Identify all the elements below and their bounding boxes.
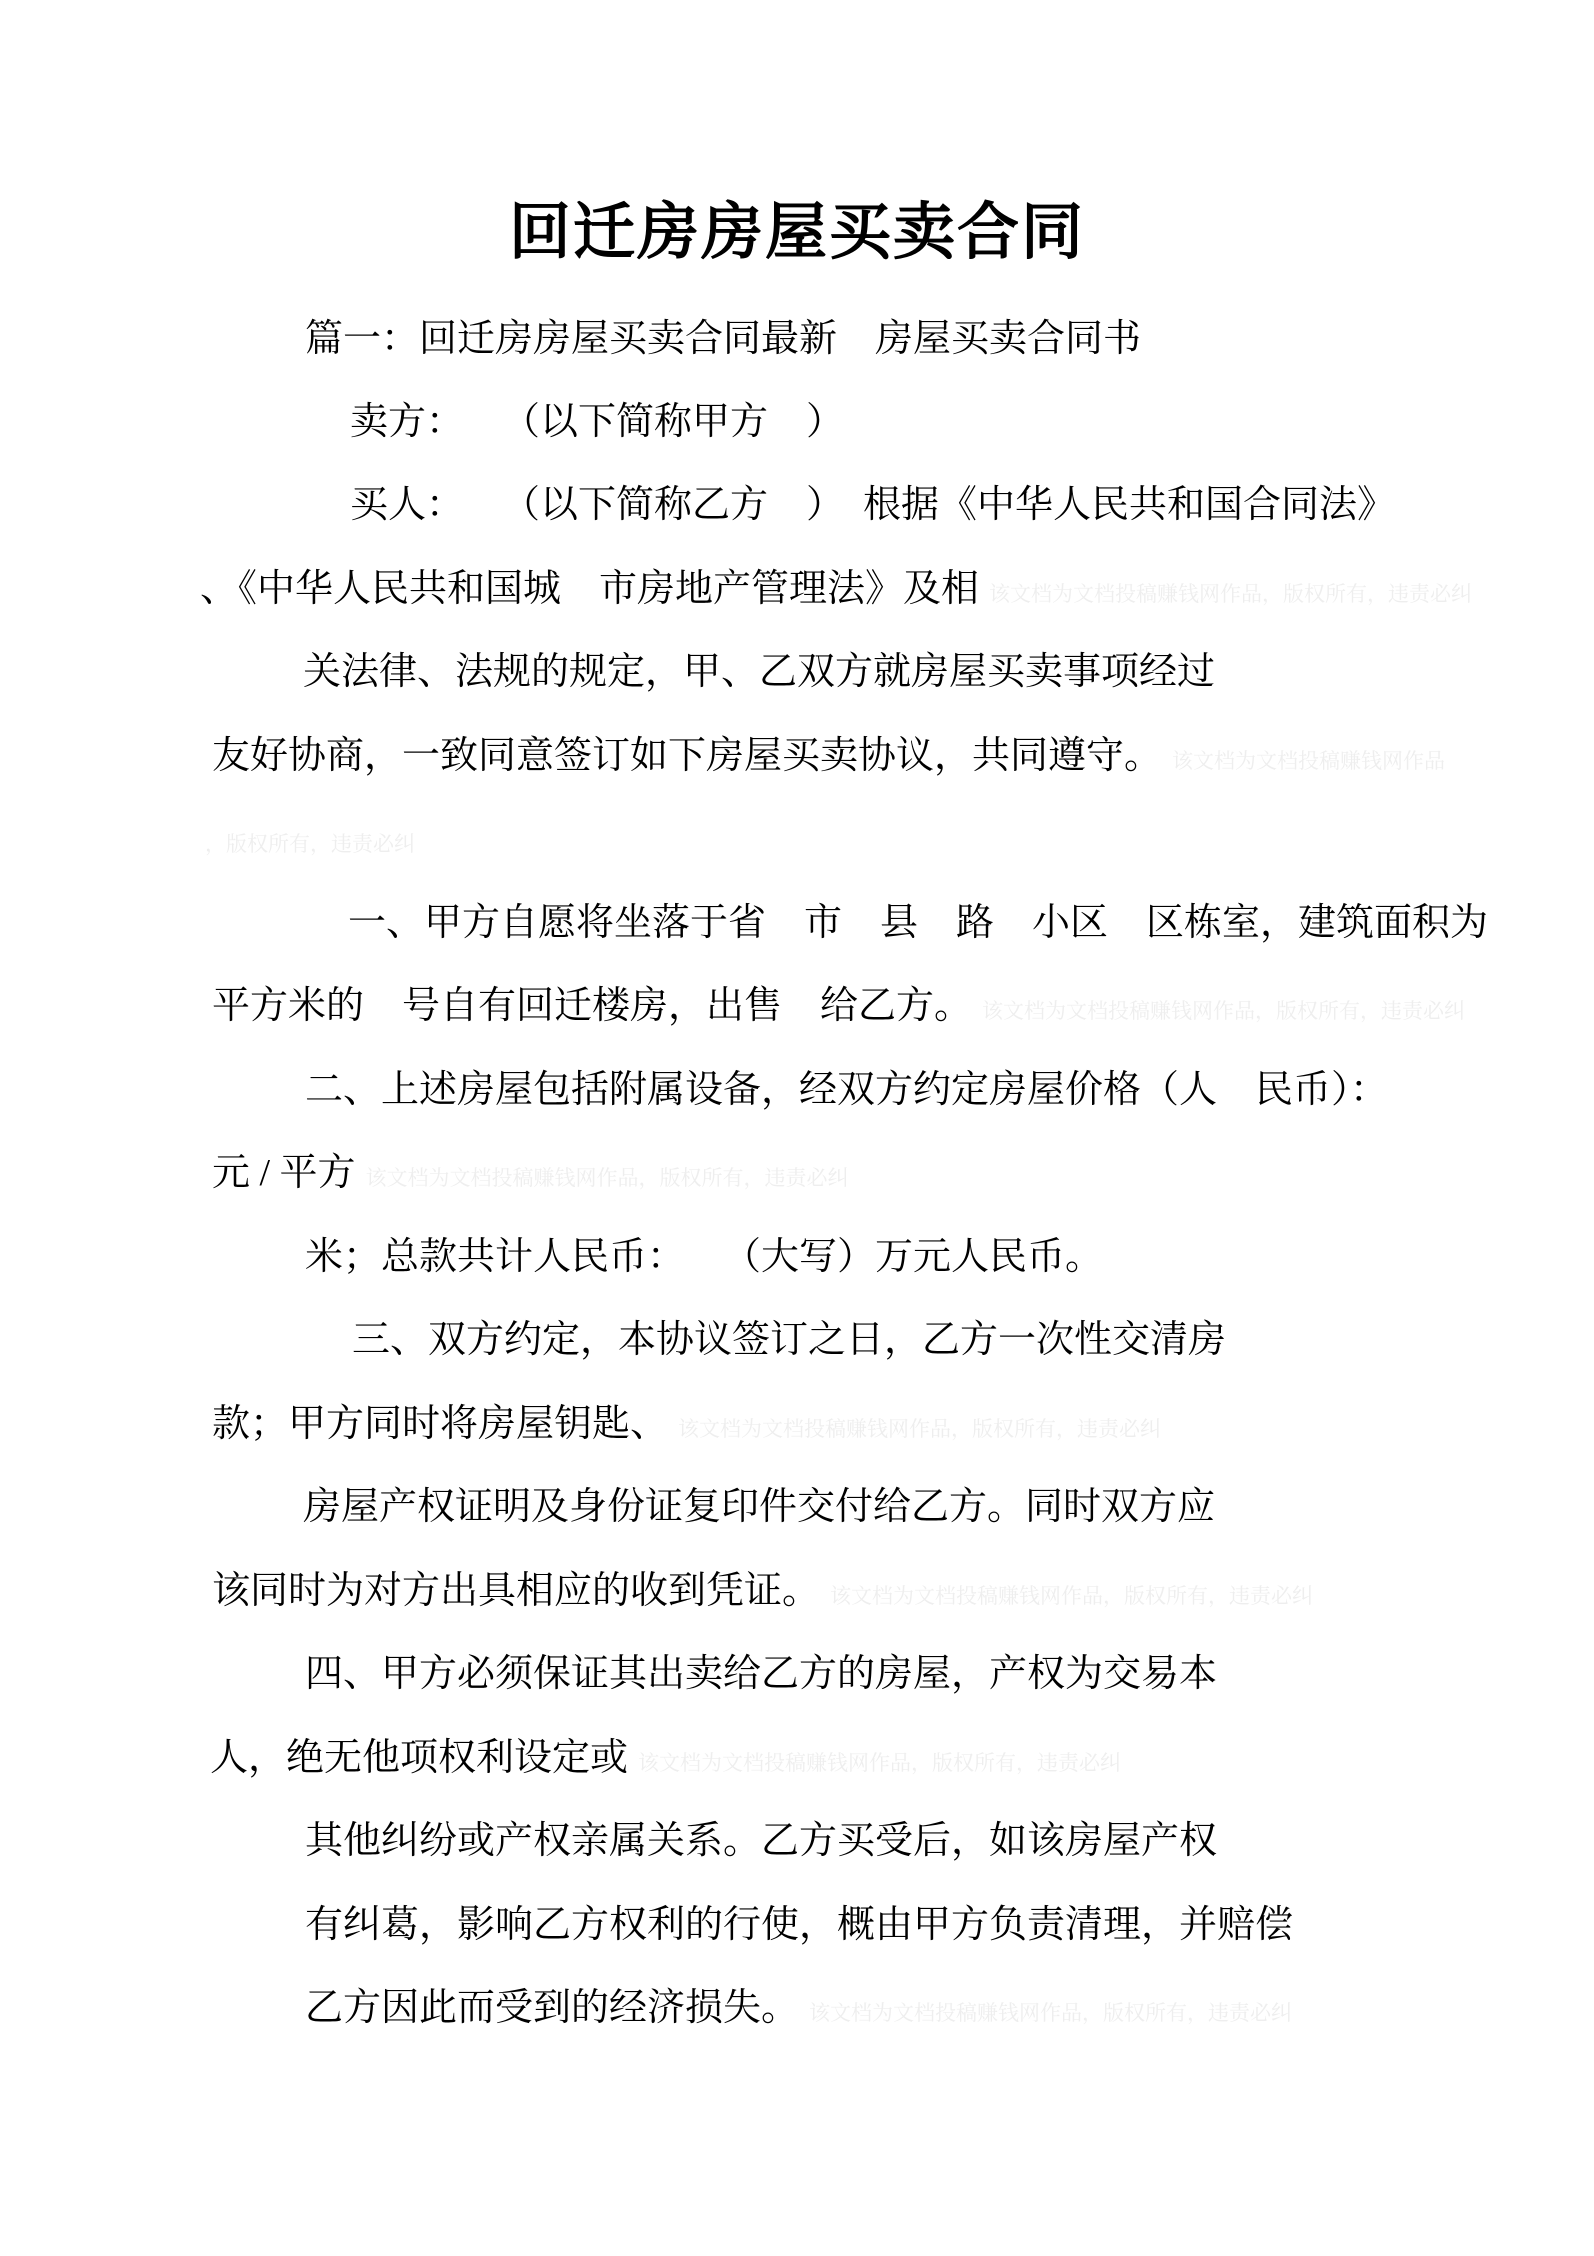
text-line <box>212 984 1465 1033</box>
text-line <box>210 1736 1121 1785</box>
line-text: 其他纠纷或产权亲属关系。乙方买受后，如该房屋产权 <box>305 1820 1218 1862</box>
text-line <box>212 1402 1161 1451</box>
document-title: 回迁房房屋买卖合同 <box>508 198 1085 267</box>
line-text: 有纠葛，影响乙方权利的行使，概由甲方负责清理，并赔偿 <box>305 1904 1294 1946</box>
watermark-text: 该文档为文档投稿赚钱网作品，版权所有，违责必纠 <box>809 2001 1293 2025</box>
line-text: 篇一：回迁房房屋买卖合同最新 房屋买卖合同书 <box>305 318 1142 360</box>
line-text: 乙方因此而受到的经济损失。 <box>305 1987 800 2029</box>
line-text: 米；总款共计人民币： （大写）万元人民币。 <box>305 1236 1104 1278</box>
watermark-text: 该文档为文档投稿赚钱网作品，版权所有，违责必纠 <box>638 1751 1122 1775</box>
text-line <box>350 483 1395 527</box>
text-line <box>350 400 844 444</box>
text-line <box>212 1151 849 1200</box>
text-line <box>348 901 1488 945</box>
line-text: 买人： （以下简称乙方 ） 根据《中华人民共和国合同法》 <box>350 484 1396 526</box>
line-text: 卖方： （以下简称甲方 ） <box>350 401 845 443</box>
text-line <box>305 1068 1388 1112</box>
line-text: 元 / 平方 <box>212 1152 356 1194</box>
watermark-text: 该文档为文档投稿赚钱网作品，版权所有，违责必纠 <box>365 1166 849 1190</box>
text-line <box>212 1569 1313 1618</box>
line-text: 平方米的 号自有回迁楼房，出售 给乙方。 <box>212 985 973 1027</box>
line-text: 二、上述房屋包括附属设备，经双方约定房屋价格（人 民币）： <box>305 1069 1389 1111</box>
line-text: 房屋产权证明及身份证复印件交付给乙方。同时双方应 <box>303 1486 1216 1528</box>
line-text: 三、双方约定，本协议签订之日，乙方一次性交清房 <box>352 1319 1227 1361</box>
line-text: 友好协商，一致同意签订如下房屋买卖协议，共同遵守。 <box>212 735 1163 777</box>
watermark-text: 该文档为文档投稿赚钱网作品，版权所有，违责必纠 <box>830 1584 1314 1608</box>
line-text: 一、甲方自愿将坐落于省 市 县 路 小区 区栋室，建筑面积为 <box>348 902 1489 944</box>
watermark-text: 该文档为文档投稿赚钱网作品 <box>1172 749 1446 773</box>
line-text: 款；甲方同时将房屋钥匙、 <box>212 1403 669 1445</box>
text-line <box>305 1986 1292 2035</box>
watermark-text: 该文档为文档投稿赚钱网作品，版权所有，违责必纠 <box>989 582 1473 606</box>
text-line <box>200 567 1472 616</box>
text-line <box>305 1235 1103 1279</box>
line-text: 、《中华人民共和国城 市房地产管理法》及相 <box>200 568 980 610</box>
text-line <box>305 1903 1293 1947</box>
text-line <box>205 817 415 866</box>
text-line <box>303 650 1215 694</box>
line-text: 人，绝无他项权利设定或 <box>210 1737 629 1779</box>
text-line <box>305 1819 1217 1863</box>
watermark-text: ，版权所有，违责必纠 <box>205 832 415 856</box>
watermark-text: 该文档为文档投稿赚钱网作品，版权所有，违责必纠 <box>678 1417 1162 1441</box>
text-line <box>305 317 1141 361</box>
line-text: 四、甲方必须保证其出卖给乙方的房屋，产权为交易本 <box>305 1653 1218 1695</box>
line-text: 该同时为对方出具相应的收到凭证。 <box>212 1570 821 1612</box>
line-text: 关法律、法规的规定，甲、乙双方就房屋买卖事项经过 <box>303 651 1216 693</box>
watermark-text: 该文档为文档投稿赚钱网作品，版权所有，违责必纠 <box>982 999 1466 1023</box>
text-line <box>305 1652 1217 1696</box>
text-line <box>303 1485 1215 1529</box>
text-line <box>212 734 1445 783</box>
text-line <box>352 1318 1226 1362</box>
